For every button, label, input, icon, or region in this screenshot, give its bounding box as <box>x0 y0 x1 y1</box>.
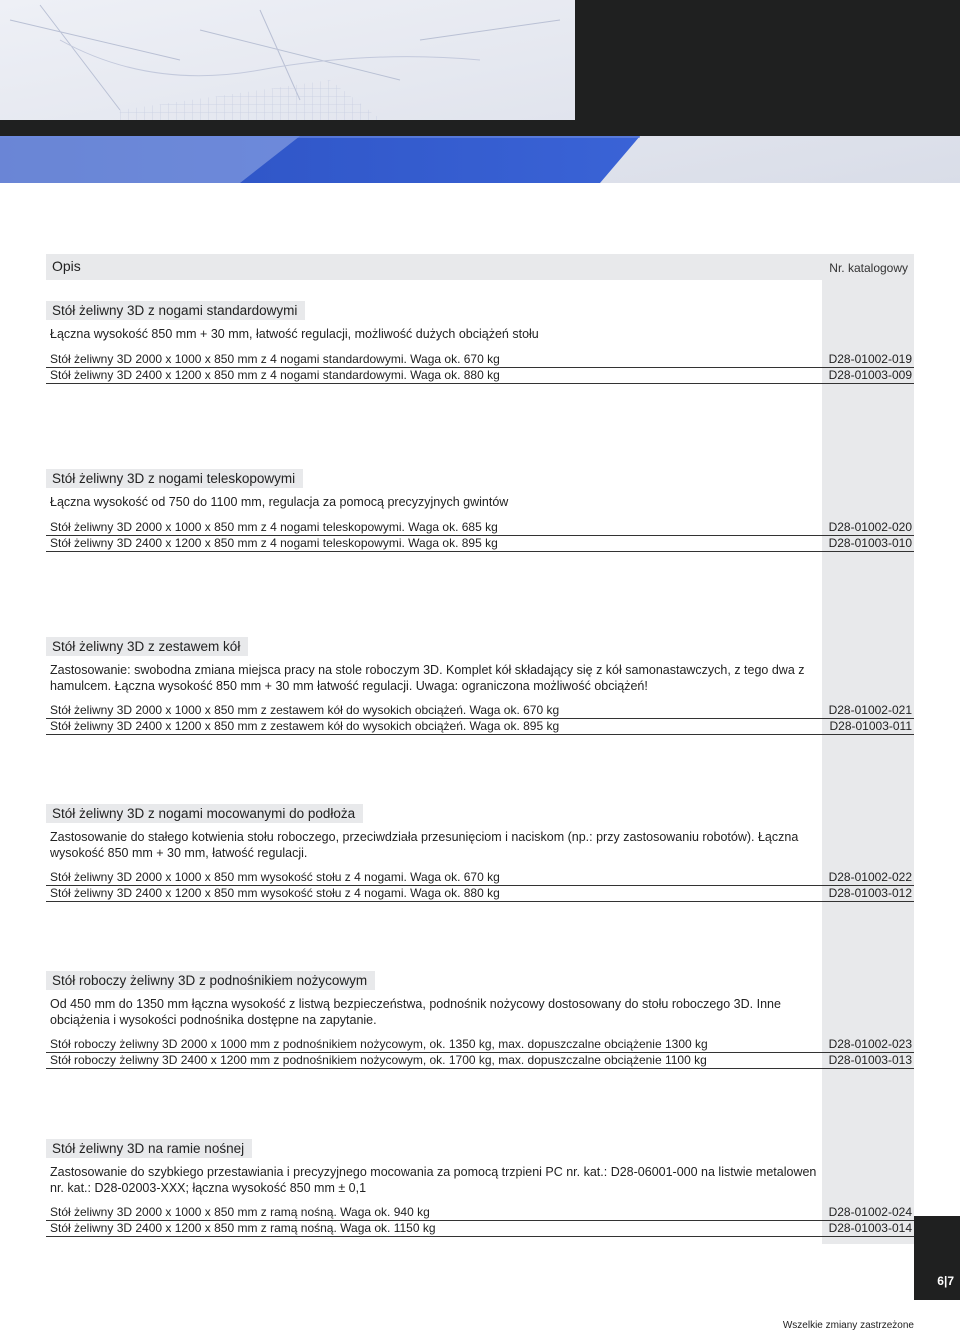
product-row <box>46 1221 914 1237</box>
section-title: Stół żeliwny 3D z nogami standardowymi <box>46 301 305 320</box>
catalog-number: D28-01003-009 <box>828 368 912 382</box>
product-section <box>46 804 914 902</box>
product-section <box>46 971 914 1069</box>
product-row <box>46 1037 914 1053</box>
product-name: Stół żeliwny 3D 2000 x 1000 x 850 mm z zestawem kół do wysokich obciążeń. Waga ok. 670 kg <box>50 703 560 717</box>
product-row <box>46 1053 914 1069</box>
product-name: Stół żeliwny 3D 2400 x 1200 x 850 mm wysokość stołu z 4 nogami. Waga ok. 880 kg <box>50 886 500 900</box>
product-row <box>46 520 914 536</box>
product-section <box>46 469 914 552</box>
section-title: Stół żeliwny 3D na ramie nośnej <box>46 1139 252 1158</box>
product-name: Stół roboczy żeliwny 3D 2400 x 1200 mm z podnośnikiem nożycowym, ok. 1700 kg, max. dopuszczalne obciążenie 1100 kg <box>50 1053 707 1067</box>
section-title: Stół żeliwny 3D z nogami teleskopowymi <box>46 469 303 488</box>
catalog-number: D28-01003-011 <box>829 719 912 733</box>
catalog-number: D28-01003-013 <box>828 1053 912 1067</box>
product-row <box>46 368 914 384</box>
footer-disclaimer: Wszelkie zmiany zastrzeżone <box>782 1320 914 1331</box>
section-description: Zastosowanie do szybkiego przestawiania i precyzyjnego mocowania za pomocą trzpieni PC nr. kat.: D28-06001-000 na listwie metalowen nr. kat.: D28-02003-XXX; łączna wysokość 850 mm ± 0,1 <box>50 1165 817 1195</box>
section-title: Stół żeliwny 3D z nogami mocowanymi do podłoża <box>46 804 363 823</box>
product-section <box>46 637 914 735</box>
page-number-box <box>914 1216 960 1300</box>
section-description: Zastosowanie: swobodna zmiana miejsca pracy na stole roboczym 3D. Komplet kół składający się z kół samonastawczych, z tego dwa z hamulcem. Łączna wysokość 850 mm + 30 mm łatwość regulacji. Uwaga: ograniczona możliwość obciążeń! <box>50 663 805 693</box>
product-name: Stół żeliwny 3D 2400 x 1200 x 850 mm z ramą nośną. Waga ok. 1150 kg <box>50 1221 436 1235</box>
product-name: Stół żeliwny 3D 2000 x 1000 x 850 mm z ramą nośną. Waga ok. 940 kg <box>50 1205 430 1219</box>
catalog-number: D28-01002-020 <box>828 520 912 534</box>
catalog-number: D28-01002-019 <box>828 352 912 366</box>
header-banner-image <box>0 0 960 183</box>
product-row <box>46 703 914 719</box>
catalog-number-column-label: Nr. katalogowy <box>829 261 908 275</box>
product-name: Stół żeliwny 3D 2400 x 1200 x 850 mm z 4 nogami standardowymi. Waga ok. 880 kg <box>50 368 500 382</box>
product-row <box>46 719 914 735</box>
catalog-number: D28-01003-014 <box>828 1221 912 1235</box>
product-row <box>46 870 914 886</box>
product-name: Stół żeliwny 3D 2000 x 1000 x 850 mm wysokość stołu z 4 nogami. Waga ok. 670 kg <box>50 870 500 884</box>
product-name: Stół żeliwny 3D 2000 x 1000 x 850 mm z 4 nogami teleskopowymi. Waga ok. 685 kg <box>50 520 498 534</box>
catalog-number: D28-01003-012 <box>828 886 912 900</box>
table-header-bar <box>46 254 914 280</box>
product-row <box>46 1205 914 1221</box>
product-name: Stół żeliwny 3D 2400 x 1200 x 850 mm z zestawem kół do wysokich obciążeń. Waga ok. 895 kg <box>50 719 560 733</box>
product-section <box>46 1139 914 1237</box>
product-name: Stół żeliwny 3D 2000 x 1000 x 850 mm z 4 nogami standardowymi. Waga ok. 670 kg <box>50 352 500 366</box>
catalog-number: D28-01002-022 <box>828 870 912 884</box>
section-description: Od 450 mm do 1350 mm łączna wysokość z listwą bezpieczeństwa, podnośnik nożycowy dostosowany do stołu roboczego 3D. Inne obciążenia i wysokości podnośnika dostępne na zapytanie. <box>50 997 781 1027</box>
section-description: Zastosowanie do stałego kotwienia stołu roboczego, przeciwdziała przesunięciom i naciskom (np.: przy zastosowaniu robotów). Łączna wysokość 850 mm + 30 mm, łatwość regulacji. <box>50 830 799 860</box>
catalog-number: D28-01002-023 <box>828 1037 912 1051</box>
product-row <box>46 536 914 552</box>
description-column-label: Opis <box>52 258 81 274</box>
section-description: Łączna wysokość 850 mm + 30 mm, łatwość regulacji, możliwość dużych obciążeń stołu <box>50 327 539 341</box>
section-description: Łączna wysokość od 750 do 1100 mm, regulacja za pomocą precyzyjnych gwintów <box>50 495 509 509</box>
section-title: Stół roboczy żeliwny 3D z podnośnikiem nożycowym <box>46 971 375 990</box>
section-title: Stół żeliwny 3D z zestawem kół <box>46 637 248 656</box>
product-row <box>46 352 914 368</box>
page-number: 6|7 <box>937 1274 954 1288</box>
catalog-number: D28-01002-024 <box>828 1205 912 1219</box>
catalog-number: D28-01002-021 <box>828 703 912 717</box>
product-row <box>46 886 914 902</box>
product-section <box>46 301 914 384</box>
catalog-number-column <box>822 280 914 1244</box>
catalog-number: D28-01003-010 <box>828 536 912 550</box>
product-name: Stół roboczy żeliwny 3D 2000 x 1000 mm z podnośnikiem nożycowym, ok. 1350 kg, max. dopuszczalne obciążenie 1300 kg <box>50 1037 708 1051</box>
product-name: Stół żeliwny 3D 2400 x 1200 x 850 mm z 4 nogami teleskopowymi. Waga ok. 895 kg <box>50 536 498 550</box>
